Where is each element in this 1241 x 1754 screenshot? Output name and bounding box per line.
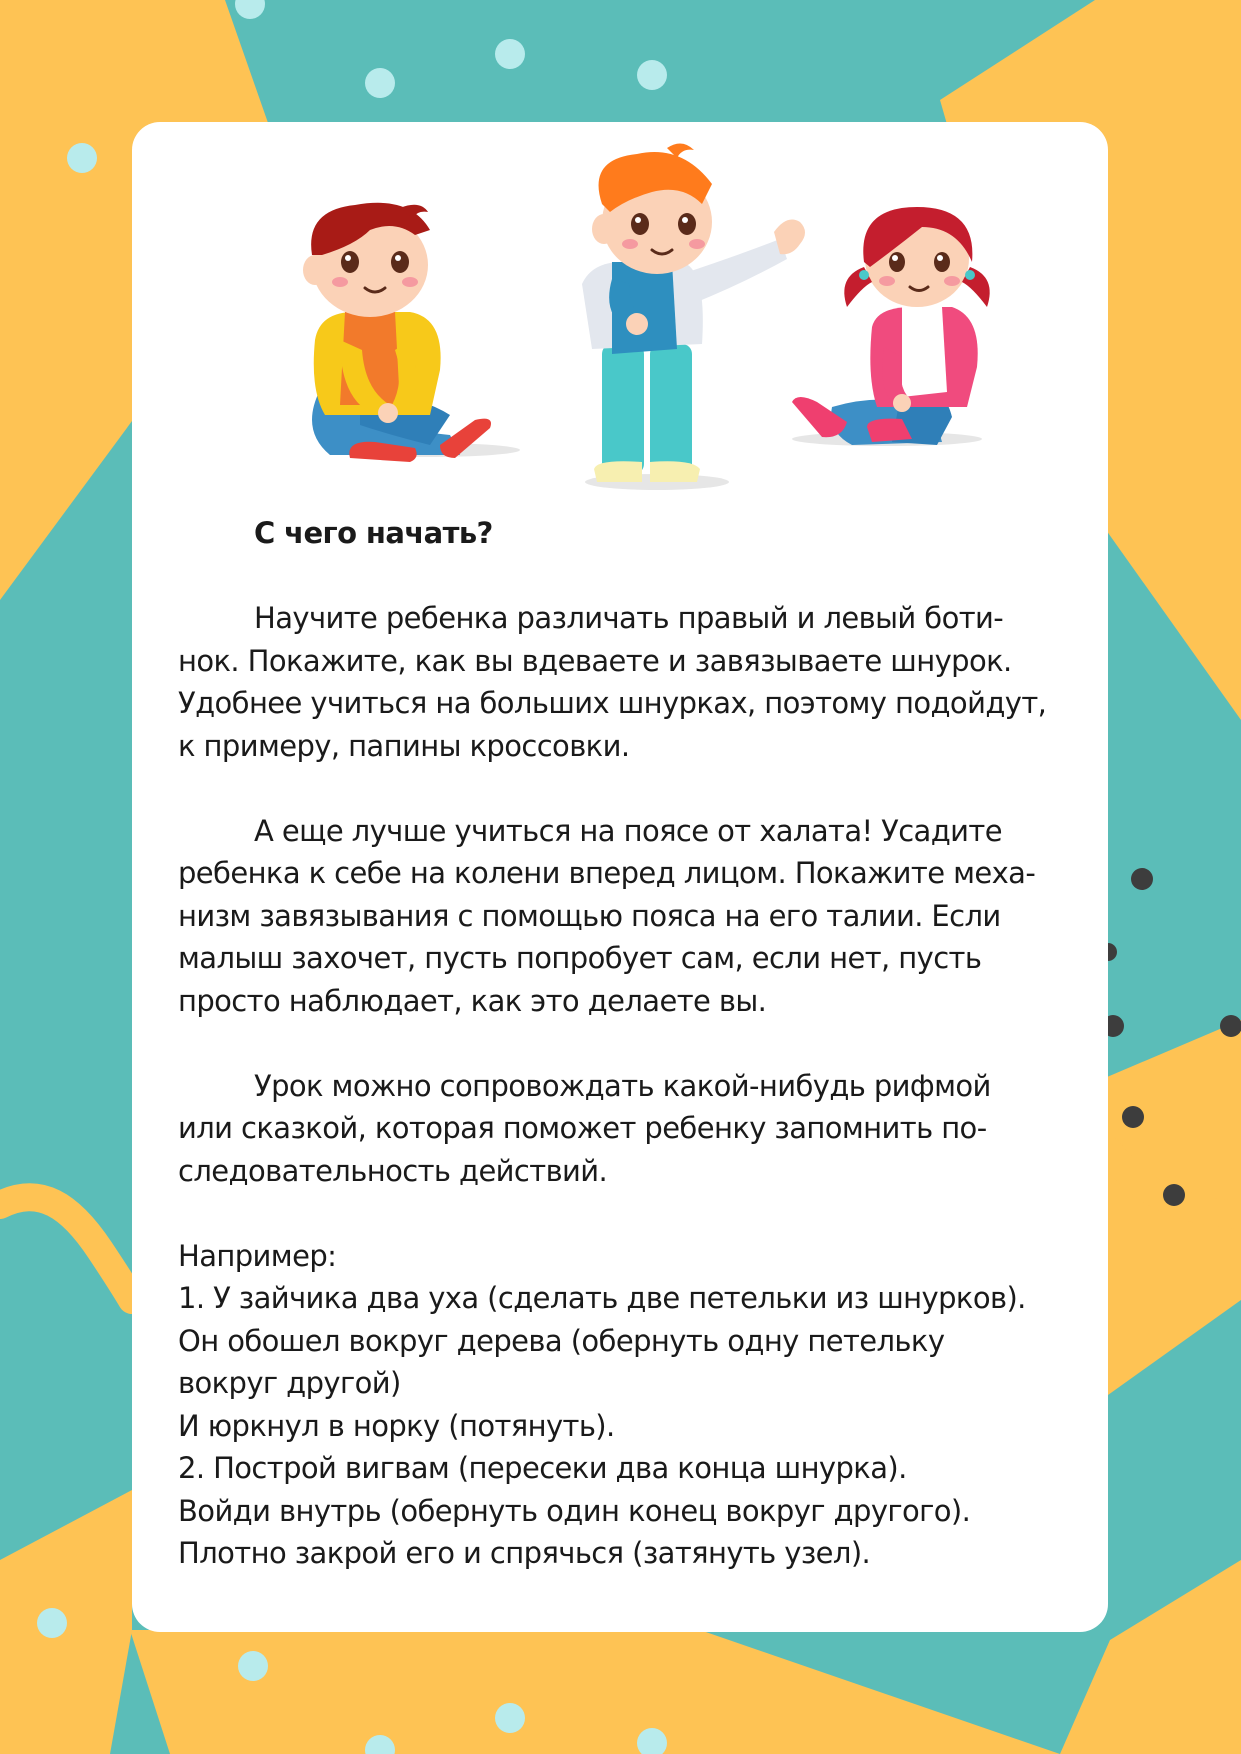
examples-line: 1. У зайчика два уха (сделать две петельки из шнурков). — [178, 1281, 1026, 1315]
examples-line: 2. Построй вигвам (пересеки два конца шнурка). — [178, 1451, 907, 1485]
examples-line: Он обошел вокруг дерева (обернуть одну петельку — [178, 1323, 945, 1358]
kids-illustration — [132, 122, 1108, 512]
paragraph-2 — [178, 810, 1078, 1023]
examples-line: Войди внутрь (обернуть один конец вокруг другого). — [178, 1493, 971, 1528]
paragraph-line: ребенка к себе на колени вперед лицом. Покажите меха- — [178, 856, 1036, 890]
paragraph-line: Удобнее учиться на больших шнурках, поэтому подойдут, — [178, 686, 1047, 720]
paragraph-line: следовательность действий. — [178, 1153, 608, 1188]
paragraph-line: или сказкой, которая поможет ребенку запомнить по- — [178, 1111, 987, 1145]
paragraph-line: А еще лучше учиться на поясе от халата! Усадите — [254, 813, 1002, 848]
examples-line: И юркнул в норку (потянуть). — [178, 1408, 615, 1443]
paragraph-line: просто наблюдает, как это делаете вы. — [178, 983, 767, 1018]
paragraph-line: нок. Покажите, как вы вдеваете и завязываете шнурок. — [178, 643, 1012, 678]
article-text — [178, 512, 1078, 1575]
examples-line: вокруг другой) — [178, 1366, 401, 1400]
section-heading: С чего начать? — [254, 516, 493, 550]
paragraph-line: низм завязывания с помощью пояса на его талии. Если — [178, 898, 1001, 933]
boy-tying-shoelaces-illustration — [303, 203, 520, 462]
paragraph-1 — [178, 597, 1078, 767]
paragraph-3 — [178, 1065, 1078, 1193]
examples-line: Плотно закрой его и спрячься (затянуть узел). — [178, 1536, 871, 1570]
girl-tying-shoelaces-illustration — [792, 207, 990, 446]
boy-waving-illustration — [582, 143, 805, 490]
examples-line: Например: — [178, 1238, 337, 1273]
paragraph-line: малыш захочет, пусть попробует сам, если нет, пусть — [178, 941, 982, 975]
paragraph-line: к примеру, папины кроссовки. — [178, 728, 630, 763]
paragraph-line: Урок можно сопровождать какой-нибудь рифмой — [254, 1068, 991, 1103]
paragraph-line: Научите ребенка различать правый и левый боти- — [254, 601, 1004, 635]
examples-list — [178, 1235, 1078, 1575]
